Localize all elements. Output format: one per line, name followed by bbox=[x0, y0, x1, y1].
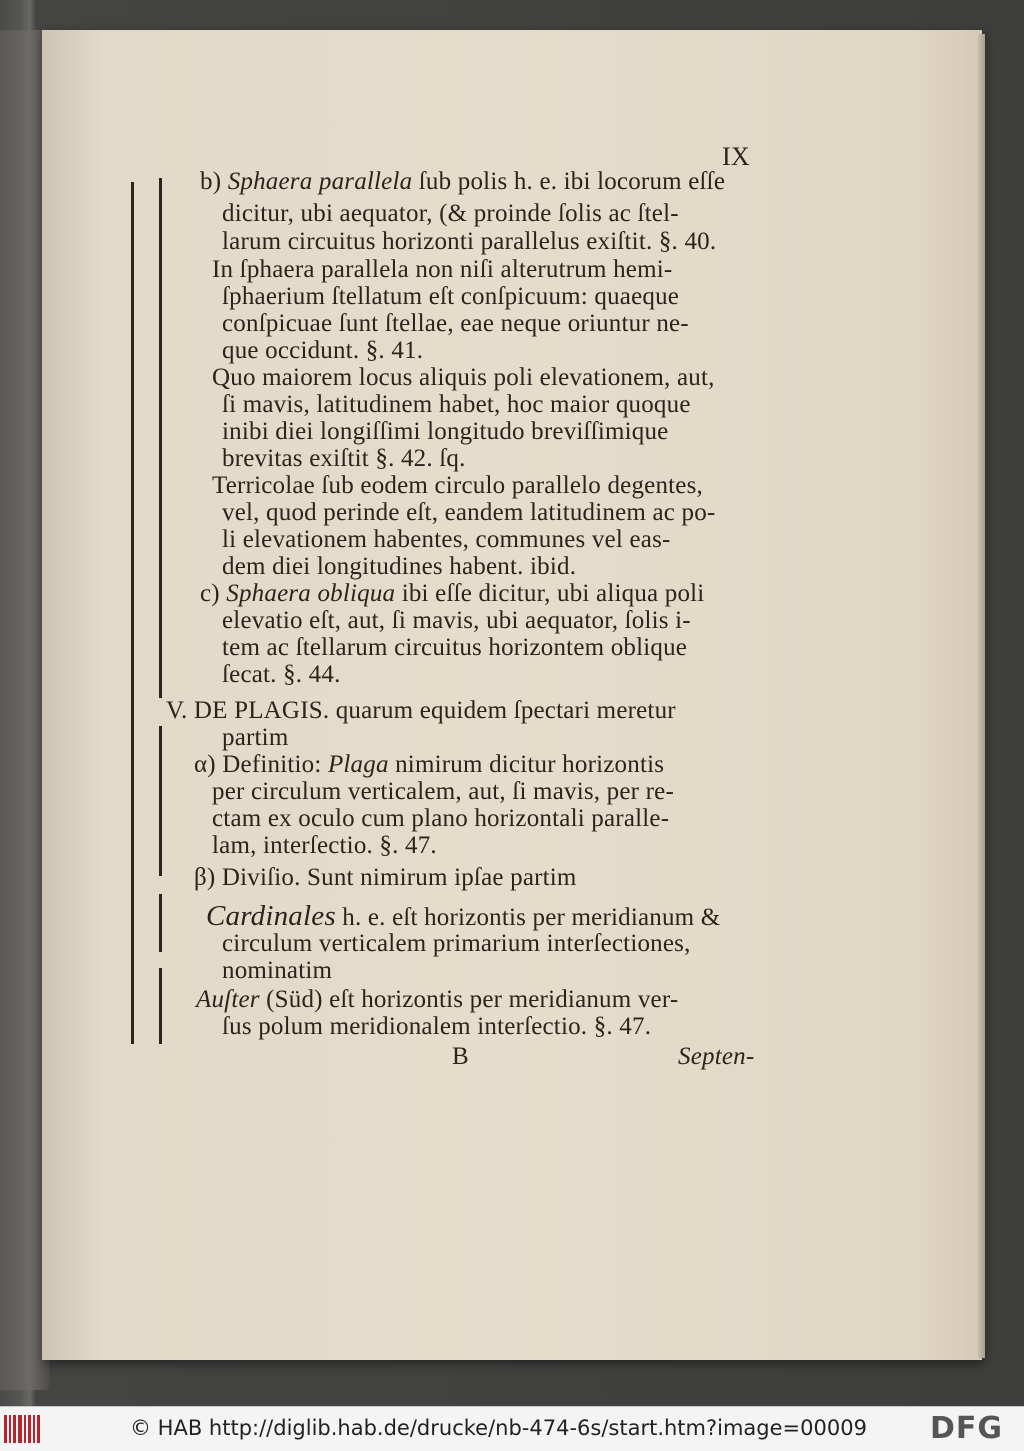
text-line: circulum verticalem primarium interſectiones, bbox=[222, 930, 691, 957]
text-line: larum circuitus horizonti parallelus exiſtit. §. 40. bbox=[222, 228, 717, 255]
folio-number: IX bbox=[722, 142, 750, 171]
text-line: V. DE PLAGIS. quarum equidem ſpectari meretur bbox=[166, 697, 676, 724]
text-line: per circulum verticalem, aut, ſi mavis, per re- bbox=[212, 778, 674, 805]
text-line: elevatio eſt, aut, ſi mavis, ubi aequator, ſolis i- bbox=[222, 607, 691, 634]
text-line: ſphaerium ſtellatum eſt conſpicuum: quaeque bbox=[222, 283, 680, 310]
text-line: dicitur, ubi aequator, (& proinde ſolis ac ſtel- bbox=[222, 200, 679, 227]
text-line: partim bbox=[222, 724, 289, 751]
text-line: ctam ex oculo cum plano horizontali paralle- bbox=[212, 805, 670, 832]
margin-rule-outer bbox=[131, 182, 134, 1044]
signature-mark: B bbox=[452, 1043, 469, 1070]
catchword: Septen- bbox=[678, 1043, 755, 1070]
text-line: conſpicuae ſunt ſtellae, eae neque oriuntur ne- bbox=[222, 310, 689, 337]
text-line: inibi diei longiſſimi longitudo breviſſimique bbox=[222, 418, 669, 445]
text-line: dem diei longitudines habent. ibid. bbox=[222, 553, 577, 580]
text-line: Auſter (Süd) eſt horizontis per meridianum ver- bbox=[196, 986, 679, 1013]
text-line: c) Sphaera obliqua ibi eſſe dicitur, ubi aliqua poli bbox=[200, 580, 705, 607]
margin-rule-inner-2 bbox=[159, 726, 162, 876]
text-line: In ſphaera parallela non niſi alterutrum hemi- bbox=[212, 256, 673, 283]
text-line: que occidunt. §. 41. bbox=[222, 337, 424, 364]
text-line: Cardinales h. e. eſt horizontis per meridianum & bbox=[206, 900, 721, 932]
copyright-url-text[interactable]: © HAB http://diglib.hab.de/drucke/nb-474-6s/start.htm?image=00009 bbox=[130, 1416, 867, 1440]
text-line: tem ac ſtellarum circuitus horizontem oblique bbox=[222, 634, 688, 661]
text-line: b) Sphaera parallela ſub polis h. e. ibi locorum eſſe bbox=[200, 168, 726, 195]
text-line: ſecat. §. 44. bbox=[222, 661, 341, 688]
text-line: β) Diviſio. Sunt nimirum ipſae partim bbox=[194, 864, 577, 891]
page-edge-shadow bbox=[978, 34, 985, 1358]
text-line: vel, quod perinde eſt, eandem latitudinem ac po- bbox=[222, 499, 716, 526]
text-line: Terricolae ſub eodem circulo parallelo degentes, bbox=[212, 472, 703, 499]
margin-rule-inner-3 bbox=[159, 894, 162, 952]
text-line: lam, interſectio. §. 47. bbox=[212, 832, 437, 859]
margin-rule-inner-4 bbox=[159, 968, 162, 1044]
hab-barcode-logo-icon bbox=[4, 1415, 46, 1443]
margin-rule-inner-1 bbox=[159, 178, 162, 698]
text-line: nominatim bbox=[222, 957, 333, 984]
dfg-logo: DFG bbox=[930, 1411, 1004, 1446]
text-line: Quo maiorem locus aliquis poli elevationem, aut, bbox=[212, 364, 715, 391]
text-line: α) Definitio: Plaga nimirum dicitur horizontis bbox=[194, 751, 665, 778]
text-line: li elevationem habentes, communes vel eas- bbox=[222, 526, 671, 553]
text-line: brevitas exiſtit §. 42. ſq. bbox=[222, 445, 466, 472]
viewer-footer bbox=[0, 1406, 1024, 1451]
text-line: ſi mavis, latitudinem habet, hoc maior quoque bbox=[222, 391, 691, 418]
text-line: ſus polum meridionalem interſectio. §. 47. bbox=[222, 1013, 652, 1040]
